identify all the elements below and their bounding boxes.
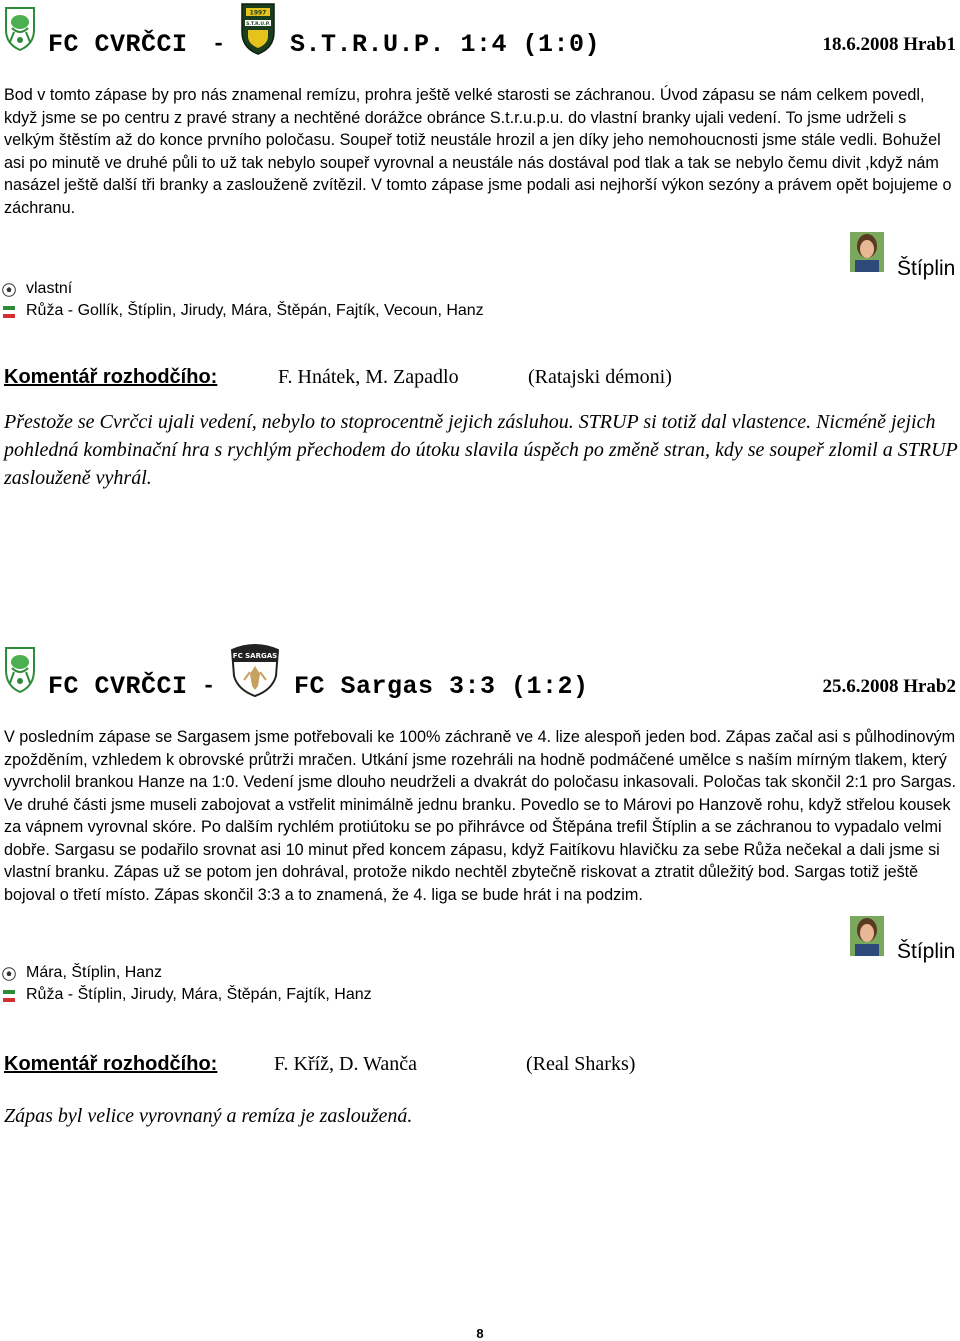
match2-ref-names: F. Kříž, D. Wanča <box>274 1053 418 1075</box>
soccer-ball-icon <box>2 966 16 980</box>
jersey-icon <box>2 304 16 318</box>
match1-ref-comment: Přestože se Cvrčci ujali vedení, nebylo to stoprocentně jejich zásluhou. STRUP si totiž dal vlastence. Nicméně jejich pohledná kombinační hra s rychlým přechodem do útoku slavila úspěch po změně stran, kdy se soupeř zlomil a STRUP zaslouženě vyhrál. <box>4 411 958 489</box>
match1-scorers: vlastní <box>26 280 73 297</box>
match2-date: 25.6.2008 Hrab2 <box>822 676 956 697</box>
match1-lineup: Růža - Gollík, Štíplin, Jirudy, Mára, Štěpán, Fajtík, Vecoun, Hanz <box>26 302 484 319</box>
match2-dash: - <box>202 674 216 699</box>
fc-cvrcci-logo-2 <box>2 646 38 694</box>
match2-home-team: FC CVRČCI <box>48 672 188 701</box>
match1-away-score: S.T.R.U.P. 1:4 (1:0) <box>290 30 601 59</box>
strup-logo-year: 1997 <box>249 9 267 17</box>
jersey-icon <box>2 988 16 1002</box>
soccer-ball-icon <box>2 282 16 296</box>
sargas-logo-text: FC SARGAS <box>232 652 278 660</box>
match1-photo-name: Štíplin <box>897 257 956 280</box>
match1-lineup-row <box>2 300 484 322</box>
match2-photo-name: Štíplin <box>897 940 956 963</box>
match2-lineup: Růža - Štíplin, Jirudy, Mára, Štěpán, Fajtík, Hanz <box>26 986 372 1003</box>
match1-report: Bod v tomto zápase by pro nás znamenal remízu, prohra ještě velké starosti se záchranou. Úvod zápasu se nám celkem povedl, když jsme se po centru z pravé strany a nechtěné dorážce obránce S.t.r.u.p.u. do vlastní branky ujali vedení. To jsme udrželi s velkým štěstím až do konce prvního poločasu. Soupeř totiž neustále hrozil a jen díky jeho nemohoucnosti jsme stále vedli. Bohužel asi po minutě ve druhé půli to už tak nebylo soupeř vyrovnal a neustále nás dostával pod tlak a tak se nebylo čemu divit ,když nám nasázel ještě další tři branky a zaslouženě zvítězil. V tomto zápase jsme podali asi nejhorší výkon sezóny a právem opět bojujeme o záchranu. <box>4 86 952 217</box>
stiplin-photo-1 <box>850 232 884 272</box>
match1-ref-label: Komentář rozhodčího: <box>4 366 218 388</box>
match1-ref-names: F. Hnátek, M. Zapadlo <box>278 366 459 388</box>
strup-logo <box>240 2 276 56</box>
match1-ref-team: (Ratajski démoni) <box>528 366 672 388</box>
match2-lineup-row <box>2 984 372 1006</box>
strup-logo-text: S.T.R.U.P. <box>246 22 270 27</box>
match2-scorers-row <box>2 962 162 984</box>
match1-dash: - <box>212 32 226 57</box>
match2-report: V posledním zápase se Sargasem jsme potřebovali ke 100% záchraně ve 4. lize alespoň jeden bod. Zápas začal asi s půlhodinovým zpožděním, vzhledem k obrovské průtrži mračen. Utkání jsme rozehráli na hodně podmáčené umělce s naším mírným tlakem, který vyvrcholil brankou Hanze na 1:0. Vedení jsme dlouho neudrželi a dvakrát do poločasu inkasovali. Poločas tak skončil 2:1 pro Sargas. Ve druhé části jsme museli zabojovat a vstřelit minimálně jednu branku. Povedlo se to Márovi po Hanzově rohu, když střelou kousek za vápnem vyrovnal skóre. Po dalším rychlém protiútoku se po přihrávce od Štěpána trefil Štíplin a se záchranou to vypadalo velmi dobře. Sargasu se podařilo srovnat asi 10 minut před koncem zápasu, když Faitíkovu hlavičku za sebe Růža nečekal a dali jsme si vlastní branku. Zápas už se potom jen dohrával, protože nikdo nechtěl zbytečně riskovat a ztratit důležitý bod. Sargas totiž ještě bojoval o třetí místo. Zápas skončil 3:3 a to znamená, že 4. liga se bude hrát i na podzim. <box>4 728 957 904</box>
match1-scorers-row <box>2 278 72 300</box>
match2-away-score: FC Sargas 3:3 (1:2) <box>294 672 589 701</box>
fc-sargas-logo <box>228 640 282 698</box>
match2-ref-comment: Zápas byl velice vyrovnaný a remíza je zasloužená. <box>4 1105 413 1127</box>
match2-scorers: Mára, Štíplin, Hanz <box>26 964 163 981</box>
match2-ref-team: (Real Sharks) <box>526 1053 636 1075</box>
match1-date: 18.6.2008 Hrab1 <box>822 34 956 55</box>
fc-cvrcci-logo <box>2 6 38 52</box>
page-number: 8 <box>476 1326 484 1341</box>
match1-home-team: FC CVRČCI <box>48 30 188 59</box>
match2-ref-label: Komentář rozhodčího: <box>4 1053 218 1075</box>
stiplin-photo-2 <box>850 916 884 956</box>
